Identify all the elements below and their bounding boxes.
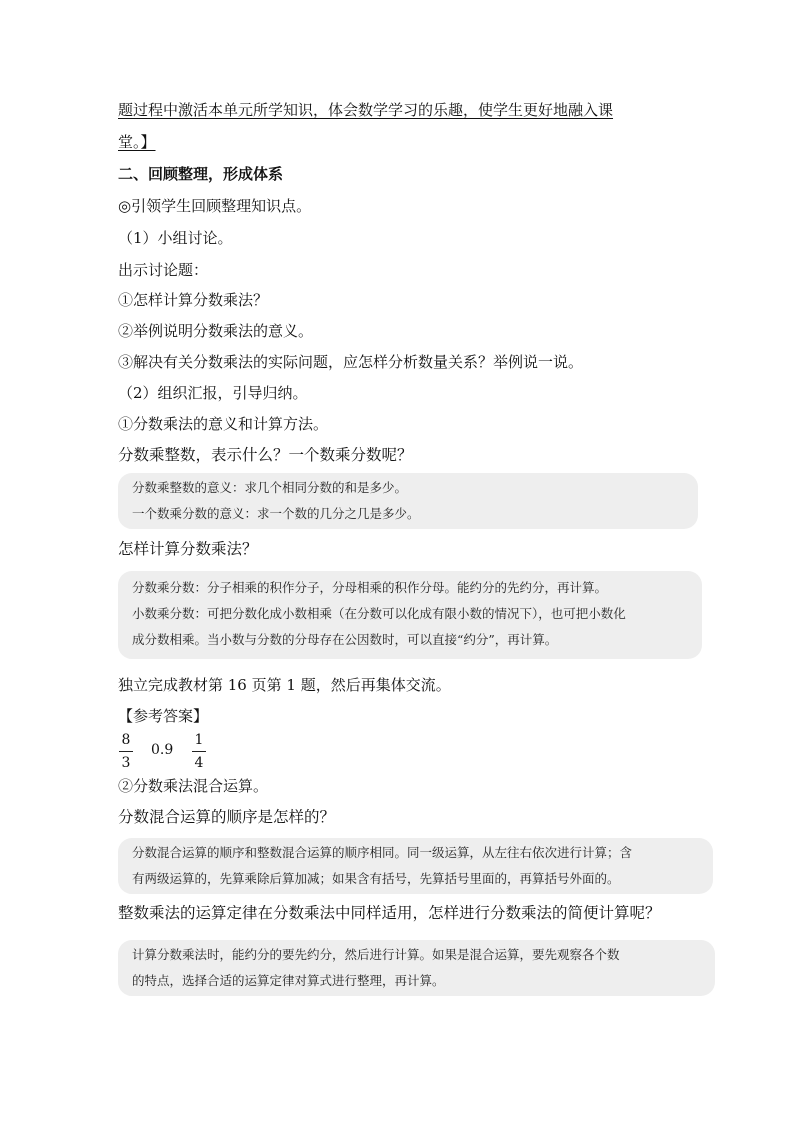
- box-line: 分数乘分数：分子相乘的积作分子，分母相乘的积作分母。能约分的先约分，再计算。: [132, 580, 608, 595]
- answer-heading: 【参考答案】: [118, 707, 209, 725]
- answer-box-order: [118, 838, 713, 894]
- fraction-numerator: 8: [121, 732, 131, 748]
- item-2: ②分数乘法混合运算。: [118, 777, 269, 795]
- intro-line-2: 堂。】: [118, 133, 156, 151]
- question-3: ③解决有关分数乘法的实际问题，应怎样分析数量关系？举例说一说。: [118, 353, 584, 371]
- box-line: 成分数相乘。当小数与分数的分母存在公因数时，可以直接“约分”，再计算。: [132, 632, 558, 647]
- fraction-bar: [192, 751, 206, 752]
- fraction-bar: [119, 751, 133, 752]
- show-topics: 出示讨论题：: [118, 261, 209, 279]
- step-2: （2）组织汇报，引导归纳。: [118, 384, 308, 402]
- box-line: 小数乘分数：可把分数化成小数相乘（在分数可以化成有限小数的情况下），也可把小数化: [132, 606, 626, 621]
- question-2: ②举例说明分数乘法的意义。: [118, 322, 314, 340]
- box-line: 计算分数乘法时，能约分的要先约分，然后进行计算。如果是混合运算，要先观察各个数: [132, 947, 620, 962]
- guide-text: ◎引领学生回顾整理知识点。: [118, 197, 312, 215]
- answer-fraction-1: [119, 731, 133, 772]
- question-calc: 怎样计算分数乘法？: [118, 540, 258, 558]
- section-heading: 二、回顾整理，形成体系: [118, 165, 284, 183]
- answer-box-laws: [118, 940, 715, 996]
- exercise-text: 独立完成教材第 16 页第 1 题，然后再集体交流。: [118, 676, 451, 694]
- fraction-denominator: 3: [121, 755, 131, 771]
- step-1: （1）小组讨论。: [118, 229, 233, 247]
- answer-decimal: 0.9: [151, 742, 174, 758]
- question-meaning: 分数乘整数，表示什么？一个数乘分数呢？: [118, 446, 413, 464]
- box-line: 的特点，选择合适的运算定律对算式进行整理，再计算。: [132, 973, 445, 988]
- fraction-numerator: 1: [194, 732, 204, 748]
- answer-fraction-2: [192, 731, 206, 772]
- question-order: 分数混合运算的顺序是怎样的？: [118, 808, 336, 826]
- answer-box-calc: [118, 571, 702, 659]
- box-line: 有两级运算的，先算乘除后算加减；如果含有括号，先算括号里面的，再算括号外面的。: [132, 871, 620, 886]
- answer-box-meaning: [118, 473, 698, 529]
- intro-line-1: 题过程中激活本单元所学知识，体会数学学习的乐趣，使学生更好地融入课: [118, 101, 614, 119]
- question-1: ①怎样计算分数乘法？: [118, 291, 269, 309]
- box-line: 分数乘整数的意义：求几个相同分数的和是多少。: [132, 480, 408, 495]
- item-1: ①分数乘法的意义和计算方法。: [118, 415, 329, 433]
- fraction-denominator: 4: [194, 755, 204, 771]
- question-laws: 整数乘法的运算定律在分数乘法中同样适用，怎样进行分数乘法的简便计算呢？: [118, 904, 661, 922]
- box-line: 一个数乘分数的意义：求一个数的几分之几是多少。: [132, 506, 420, 521]
- box-line: 分数混合运算的顺序和整数混合运算的顺序相同。同一级运算，从左往右依次进行计算；含: [132, 845, 633, 860]
